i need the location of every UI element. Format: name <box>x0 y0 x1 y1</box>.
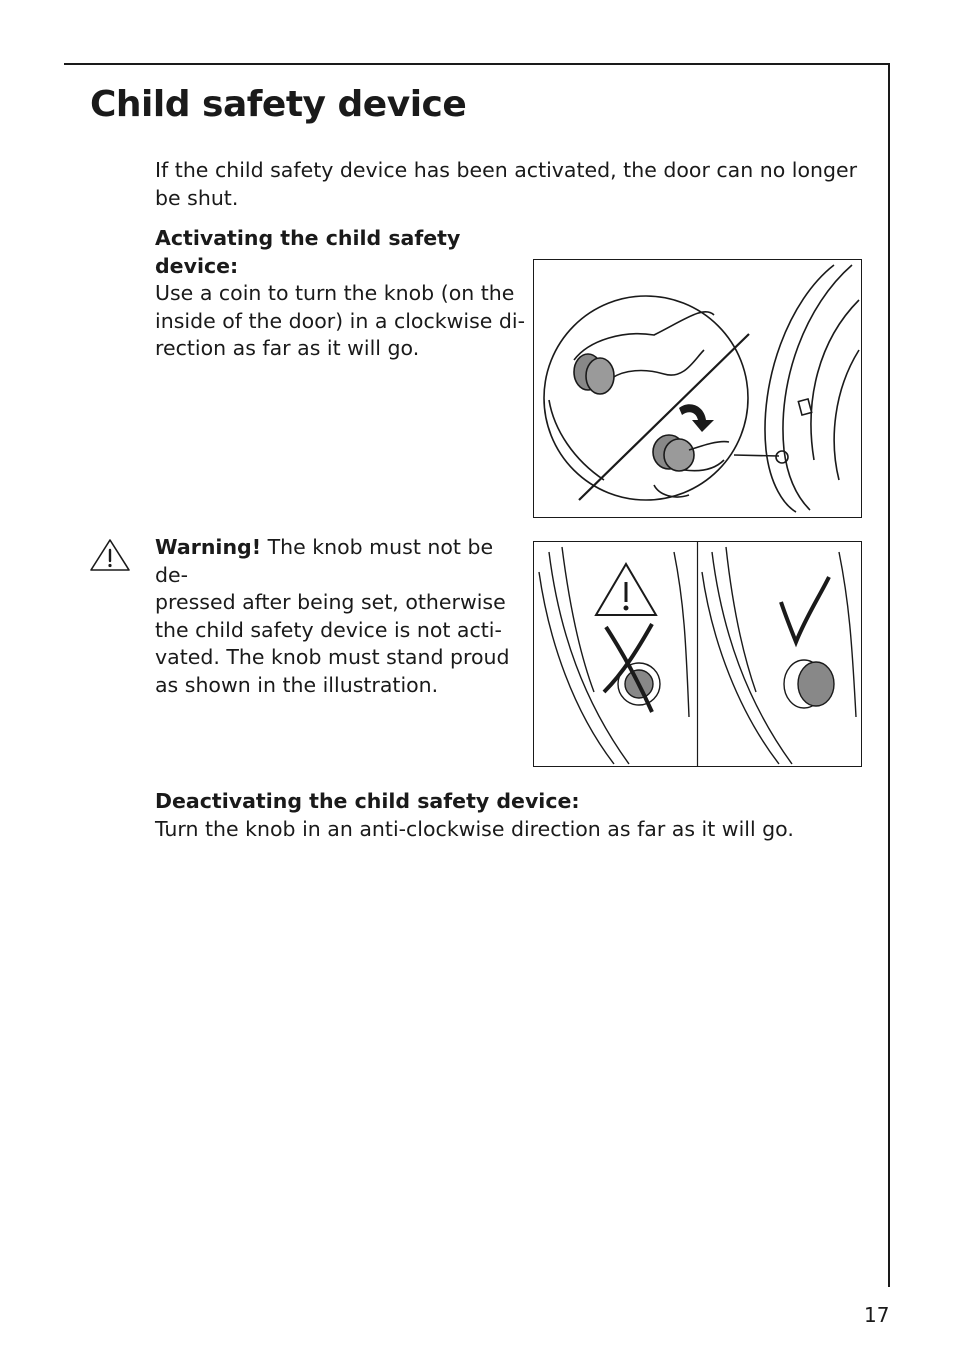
warning-line: as shown in the illustration. <box>155 672 439 697</box>
knob-position-illustration <box>533 541 862 767</box>
page-title: Child safety device <box>90 84 467 125</box>
deactivating-title: Deactivating the child safety device: <box>155 789 580 813</box>
warning-line: vated. The knob must stand proud <box>155 645 510 669</box>
warning-line: pressed after being set, otherwise <box>155 590 506 614</box>
deactivating-text: Turn the knob in an anti-clockwise direction as far as it will go. <box>155 816 794 841</box>
right-rule <box>888 63 890 1287</box>
warning-triangle-icon <box>88 537 132 573</box>
deactivating-section <box>155 788 867 843</box>
warning-line: the child safety device is not acti- <box>155 617 502 642</box>
intro-paragraph: If the child safety device has been activated, the door can no longer be shut. <box>155 158 858 210</box>
top-rule <box>64 63 890 65</box>
page-number: 17 <box>864 1303 890 1327</box>
warning-line: The knob must not be de- <box>155 535 494 587</box>
activating-line: inside of the door) in a clockwise di- <box>155 308 525 333</box>
activating-line: rection as far as it will go. <box>155 336 420 360</box>
activating-illustration <box>533 259 862 518</box>
activating-title: Activating the child safety device: <box>155 226 461 278</box>
warning-section <box>155 534 525 699</box>
activating-line: Use a coin to turn the knob (on the <box>155 281 515 305</box>
warning-label: Warning! <box>155 535 262 559</box>
activating-section <box>155 225 525 363</box>
